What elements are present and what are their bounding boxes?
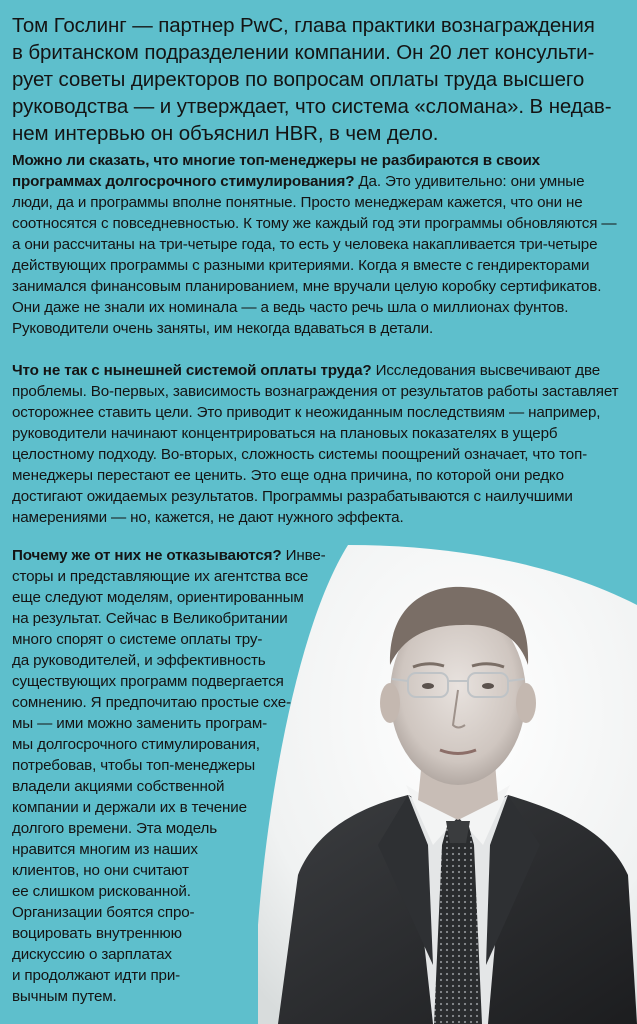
answer-3-line: долгого времени. Эта модель xyxy=(12,820,217,837)
answer-3-line: Организации боятся спро- xyxy=(12,904,195,921)
answer-3-line: сторы и представляющие их агентства все xyxy=(12,568,309,585)
answer-3-line: мы — ими можно заменить програм- xyxy=(12,715,268,732)
answer-3-line: Инве- xyxy=(281,547,326,564)
qa-block-1 xyxy=(12,150,627,339)
lead-line: Том Гослинг — партнер PwC, глава практики вознаграждения xyxy=(12,14,595,37)
lead-line: рует советы директоров по вопросам оплаты труда высшего xyxy=(12,68,585,91)
answer-3-line: ее слишком рискованной. xyxy=(12,883,191,900)
answer-3-line: вычным путем. xyxy=(12,988,117,1005)
answer-3-line: на результат. Сейчас в Великобритании xyxy=(12,610,288,627)
answer-3-line: воцировать внутреннюю xyxy=(12,925,182,942)
lead-line: руководства — и утверждает, что система «сломана». В недав- xyxy=(12,95,612,118)
answer-3-line: существующих программ подвергается xyxy=(12,673,284,690)
answer-3-line: да руководителей, и эффективность xyxy=(12,652,266,669)
answer-2: Исследования высвечивают две проблемы. Во-первых, зависимость вознаграждения от результатов работы заставляет осторожнее ставить цели. Это приводит к неожиданным последствиям — например, руководители начинают концентрироваться на плановых показателях в ущерб целостному подходу. Во-вторых, сложность системы поощрений означает, что топ-менеджеры перестают ее ценить. Это еще одна причина, по которой они редко достигают ожидаемых результатов. Программы разрабатываются с наилучшими намерениями — но, кажется, не дают нужного эффекта. xyxy=(12,362,619,526)
answer-3-line: мы долгосрочного стимулирования, xyxy=(12,736,260,753)
qa-block-3 xyxy=(12,545,362,1007)
question-1: Можно ли сказать, что многие топ-менеджеры не разбираются в своих программах долгосрочного стимулирования? xyxy=(12,152,540,190)
question-2: Что не так с нынешней системой оплаты труда? xyxy=(12,362,372,379)
lead-line: в британском подразделении компании. Он 20 лет консульти- xyxy=(12,41,595,64)
answer-3-line: еще следуют моделям, ориентированным xyxy=(12,589,304,606)
answer-3-line: и продолжают идти при- xyxy=(12,967,181,984)
question-3: Почему же от них не отказываются? xyxy=(12,547,282,564)
lead-line: нем интервью он объяснил HBR, в чем дело. xyxy=(12,122,439,145)
answer-3-line: клиентов, но они считают xyxy=(12,862,189,879)
answer-1: Да. Это удивительно: они умные люди, да и программы вполне понятные. Просто менеджерам кажется, что они не соотносятся с повседневностью. К тому же каждый год эти программы обновляются — а они рассчитаны на три-четыре года, то есть у человека накапливается три-четыре действующих программы с разными критериями. Когда я вместе с гендиректорами занимался финансовым планированием, мне вручали целую коробку сертификатов. Они даже не знали их номинала — а ведь часто речь шла о миллионах фунтов. Руководители очень заняты, им некогда вдаваться в детали. xyxy=(12,173,617,337)
answer-3-line: сомнению. Я предпочитаю простые схе- xyxy=(12,694,291,711)
answer-3-line: владели акциями собственной xyxy=(12,778,225,795)
answer-3-line: потребовав, чтобы топ-менеджеры xyxy=(12,757,256,774)
answer-3-line: много спорят о системе оплаты тру- xyxy=(12,631,263,648)
answer-3-line: нравится многим из наших xyxy=(12,841,198,858)
answer-3-line: компании и держали их в течение xyxy=(12,799,247,816)
answer-3-line: дискуссию о зарплатах xyxy=(12,946,172,963)
lead-paragraph xyxy=(12,12,627,147)
qa-block-2 xyxy=(12,360,627,528)
